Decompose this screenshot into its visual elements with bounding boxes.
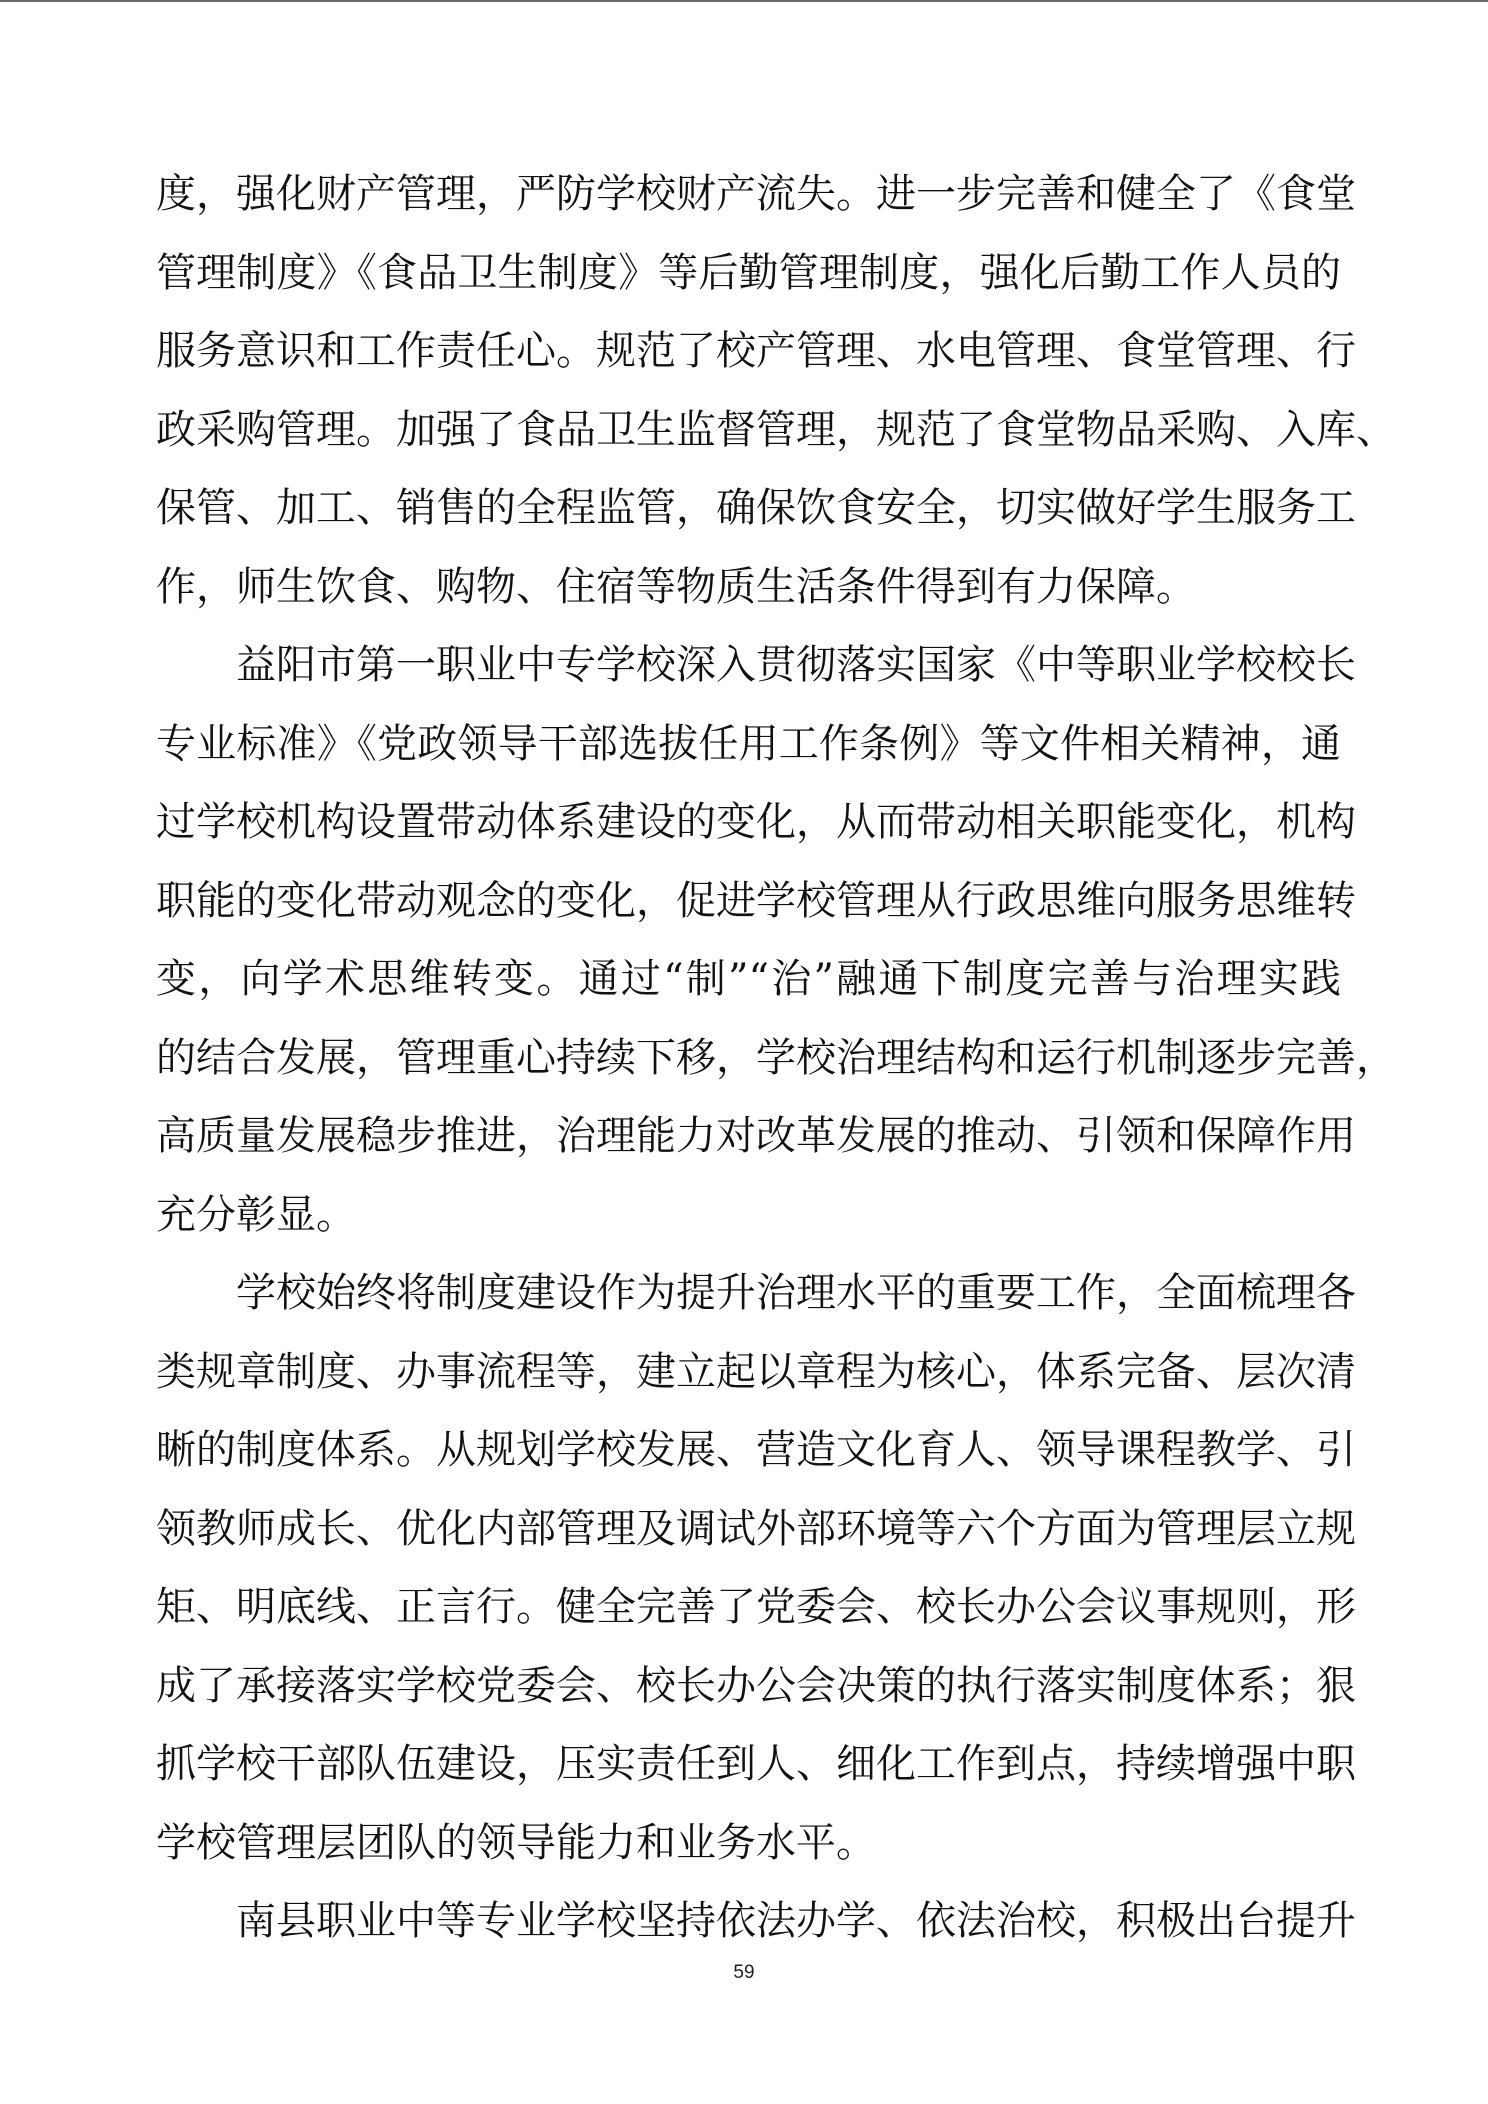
text-line: 学校始终将制度建设作为提升治理水平的重要工作，全面梳理各 — [236, 1270, 1356, 1316]
text-line: 职能的变化带动观念的变化，促进学校管理从行政思维向服务思维转 — [156, 877, 1356, 924]
text-line: 领教师成长、优化内部管理及调试外部环境等六个方面为管理层立规 — [156, 1505, 1356, 1552]
text-line: 度，强化财产管理，严防学校财产流失。进一步完善和健全了《食堂 — [156, 171, 1356, 217]
text-line: 学校管理层团队的领导能力和业务水平。 — [156, 1819, 876, 1866]
text-line: 变，向学术思维转变。通过“制”“治”融通下制度完善与治理实践 — [156, 956, 1341, 1002]
text-line: 类规章制度、办事流程等，建立起以章程为核心，体系完备、层次清 — [156, 1348, 1356, 1395]
text-line: 作，师生饮食、购物、住宿等物质生活条件得到有力保障。 — [156, 563, 1196, 610]
text-line: 益阳市第一职业中专学校深入贯彻落实国家《中等职业学校校长 — [236, 642, 1356, 688]
text-line: 服务意识和工作责任心。规范了校产管理、水电管理、食堂管理、行 — [156, 328, 1356, 374]
text-line: 充分彰显。 — [156, 1191, 356, 1238]
page-number: 59 — [733, 1962, 755, 1983]
paragraph — [156, 155, 1396, 626]
text-line: 管理制度》《食品卫生制度》等后勤管理制度，强化后勤工作人员的 — [156, 249, 1341, 296]
paragraph — [156, 1882, 1356, 1961]
text-line: 过学校机构设置带动体系建设的变化，从而带动相关职能变化，机构 — [156, 799, 1356, 845]
text-line: 的结合发展，管理重心持续下移，学校治理结构和运行机制逐步完善， — [156, 1034, 1396, 1081]
paragraph — [156, 626, 1396, 1254]
text-line: 南县职业中等专业学校坚持依法办学、依法治校，积极出台提升 — [236, 1898, 1356, 1944]
text-line: 保管、加工、销售的全程监管，确保饮食安全，切实做好学生服务工 — [156, 485, 1356, 531]
text-line: 高质量发展稳步推进，治理能力对改革发展的推动、引领和保障作用 — [156, 1113, 1356, 1159]
text-line: 成了承接落实学校党委会、校长办公会决策的执行落实制度体系；狠 — [156, 1662, 1356, 1709]
text-line: 抓学校干部队伍建设，压实责任到人、细化工作到点，持续增强中职 — [156, 1741, 1356, 1787]
text-line: 政采购管理。加强了食品卫生监督管理，规范了食堂物品采购、入库、 — [156, 406, 1396, 453]
page-top-border — [0, 0, 1488, 2]
text-line: 专业标准》《党政领导干部选拔任用工作条例》等文件相关精神，通 — [156, 720, 1341, 767]
text-line: 晰的制度体系。从规划学校发展、营造文化育人、领导课程教学、引 — [156, 1427, 1356, 1473]
paragraph — [156, 1254, 1356, 1882]
document-body — [156, 155, 1396, 1961]
text-line: 矩、明底线、正言行。健全完善了党委会、校长办公会议事规则，形 — [156, 1584, 1356, 1630]
